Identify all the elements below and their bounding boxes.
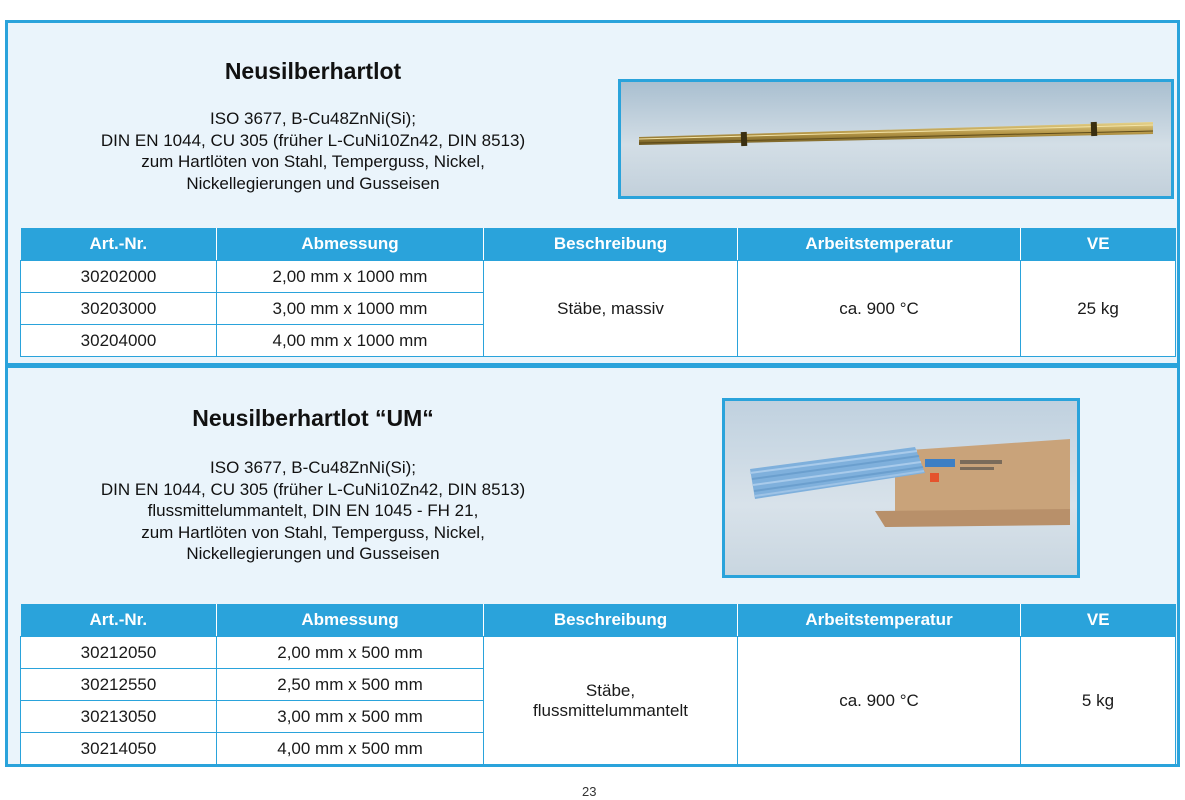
product-panel-neusilberhartlot — [5, 20, 1180, 366]
arbeitstemperatur-cell: ca. 900 °C — [738, 261, 1021, 357]
column-header-beschreibung: Beschreibung — [484, 604, 738, 637]
column-header-arbeitstemperatur: Arbeitstemperatur — [738, 228, 1021, 261]
coated-rods-illustration — [725, 401, 1077, 575]
column-header-art-nr: Art.-Nr. — [21, 604, 217, 637]
beschreibung-cell — [484, 261, 738, 357]
description-line: DIN EN 1044, CU 305 (früher L-CuNi10Zn42, DIN 8513) — [100, 130, 526, 150]
description-line: ISO 3677, B-Cu48ZnNi(Si); — [210, 458, 416, 477]
beschreibung-line: Stäbe, — [585, 680, 636, 700]
ve-cell: 25 kg — [1021, 261, 1176, 357]
abmessung-cell: 2,50 mm x 500 mm — [217, 669, 484, 701]
column-header-art-nr: Art.-Nr. — [21, 228, 217, 261]
beschreibung-line: flussmittelummantelt — [533, 700, 688, 720]
column-header-arbeitstemperatur: Arbeitstemperatur — [738, 604, 1021, 637]
abmessung-cell: 4,00 mm x 500 mm — [217, 733, 484, 765]
product-photo-coated-rods-box — [722, 398, 1080, 578]
product-description — [8, 457, 618, 565]
column-header-ve: VE — [1021, 228, 1176, 261]
ve-cell: 5 kg — [1021, 637, 1176, 765]
arbeitstemperatur-cell: ca. 900 °C — [738, 637, 1021, 765]
product-photo-brass-rods — [618, 79, 1174, 199]
art-nr-cell: 30202000 — [21, 261, 217, 293]
abmessung-cell: 3,00 mm x 1000 mm — [217, 293, 484, 325]
product-table — [20, 604, 1176, 765]
table-row — [21, 261, 1176, 293]
art-nr-cell: 30214050 — [21, 733, 217, 765]
column-header-beschreibung: Beschreibung — [484, 228, 738, 261]
description-line: Nickellegierungen und Gusseisen — [186, 173, 440, 193]
art-nr-cell: 30203000 — [21, 293, 217, 325]
description-line: ISO 3677, B-Cu48ZnNi(Si); — [210, 109, 416, 128]
product-title: Neusilberhartlot “UM“ — [192, 405, 434, 431]
abmessung-cell: 3,00 mm x 500 mm — [217, 701, 484, 733]
art-nr-cell: 30213050 — [21, 701, 217, 733]
beschreibung-cell — [484, 637, 738, 765]
description-line: Nickellegierungen und Gusseisen — [186, 544, 440, 563]
rod-bundle-illustration — [621, 82, 1171, 196]
description-line: zum Hartlöten von Stahl, Temperguss, Nickel, — [141, 522, 485, 542]
art-nr-cell: 30204000 — [21, 325, 217, 357]
page-number: 23 — [582, 784, 597, 799]
column-header-abmessung: Abmessung — [217, 228, 484, 261]
abmessung-cell: 4,00 mm x 1000 mm — [217, 325, 484, 357]
art-nr-cell: 30212550 — [21, 669, 217, 701]
column-header-abmessung: Abmessung — [217, 604, 484, 637]
product-panel-neusilberhartlot-um — [5, 365, 1180, 767]
abmessung-cell: 2,00 mm x 1000 mm — [217, 261, 484, 293]
product-title: Neusilberhartlot — [224, 58, 402, 84]
description-line: zum Hartlöten von Stahl, Temperguss, Nickel, — [141, 152, 485, 171]
description-line: flussmittelummantelt, DIN EN 1045 - FH 21, — [147, 501, 479, 520]
product-description — [8, 108, 618, 194]
product-table — [20, 228, 1176, 357]
description-line: DIN EN 1044, CU 305 (früher L-CuNi10Zn42, DIN 8513) — [100, 479, 526, 499]
table-row — [21, 637, 1176, 669]
abmessung-cell: 2,00 mm x 500 mm — [217, 637, 484, 669]
art-nr-cell: 30212050 — [21, 637, 217, 669]
column-header-ve: VE — [1021, 604, 1176, 637]
beschreibung-line: Stäbe, massiv — [557, 298, 664, 318]
